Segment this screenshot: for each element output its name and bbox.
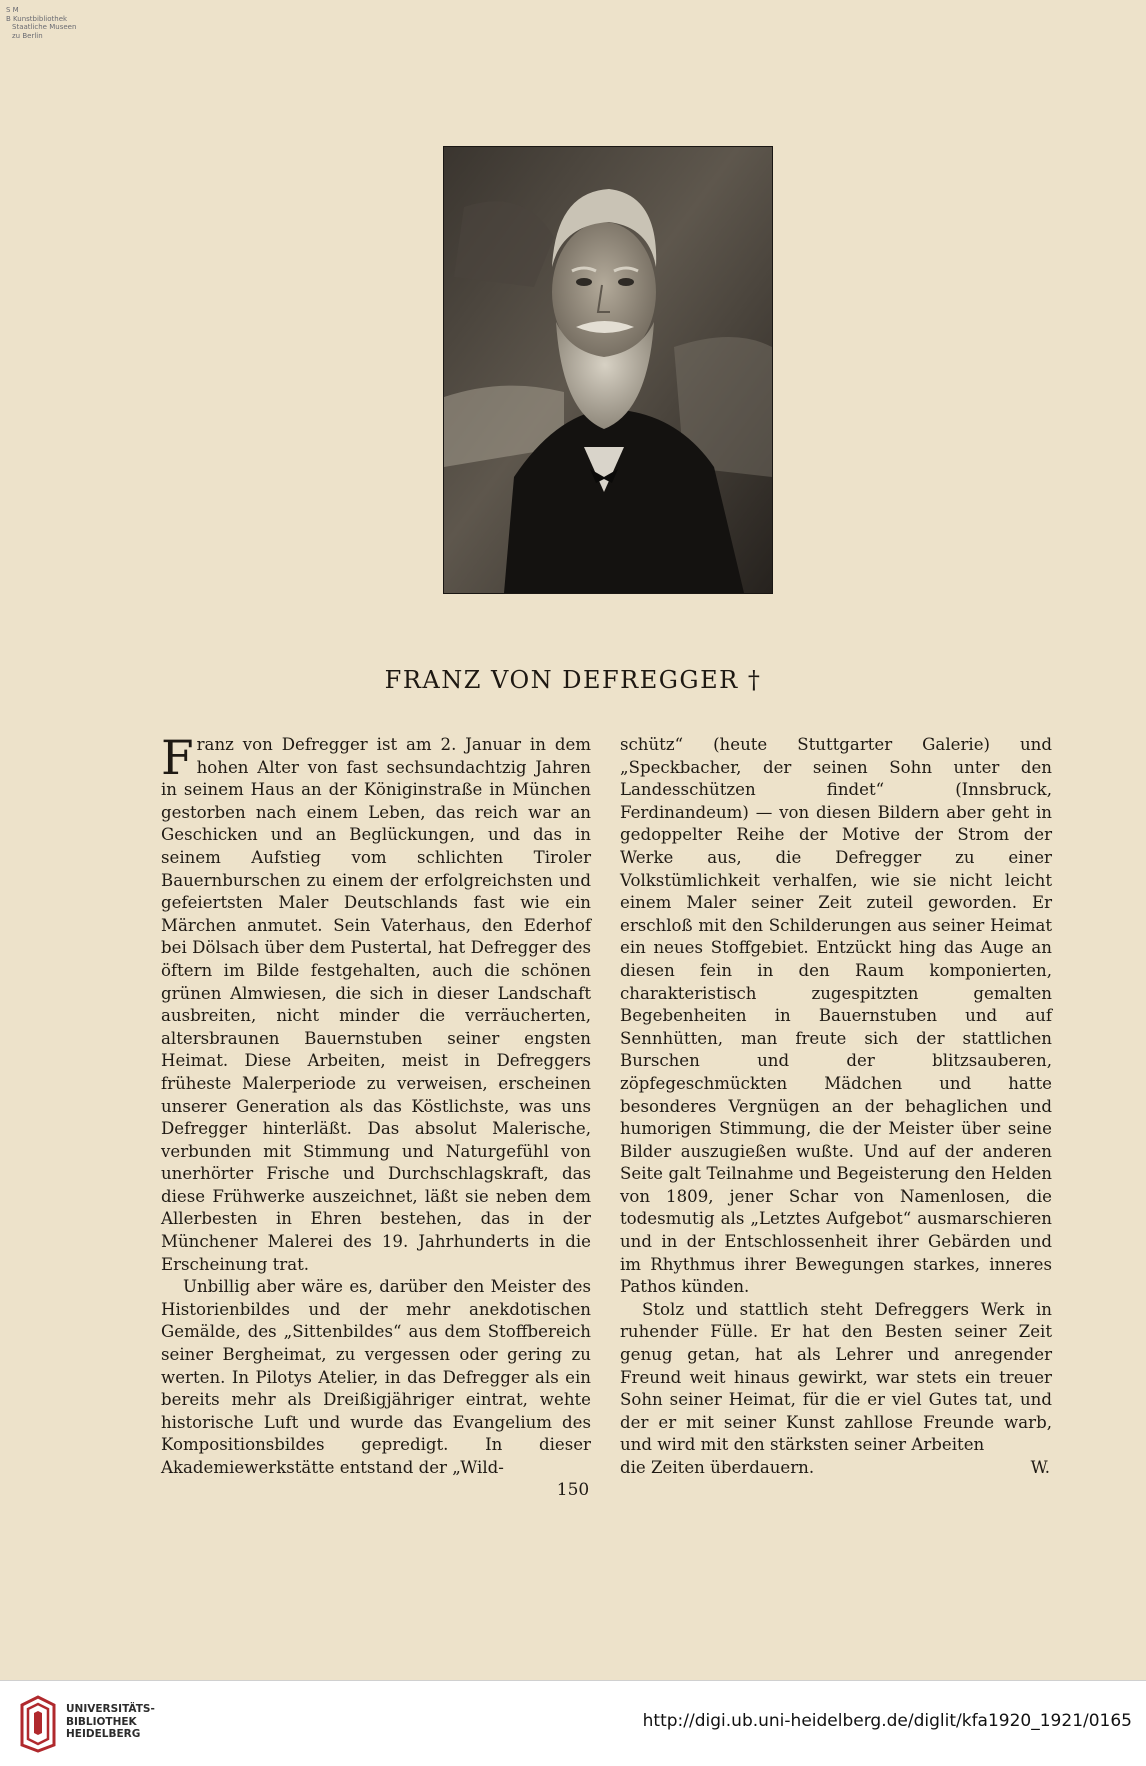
stamp-line: B Kunstbibliothek (6, 14, 68, 23)
title-text: FRANZ VON DEFREGGER (384, 666, 739, 694)
stamp-line: zu Berlin (12, 31, 43, 40)
right-column (620, 734, 1052, 1480)
digitization-footer (0, 1680, 1146, 1766)
stamp-line: S M (6, 6, 19, 14)
closing-text: die Zeiten überdauern. (620, 1458, 815, 1477)
library-name-line: BIBLIOTHEK (66, 1715, 137, 1728)
library-stamp (6, 6, 76, 40)
death-cross: † (747, 666, 762, 694)
left-column (161, 731, 591, 1480)
university-library-logo-icon[interactable] (18, 1695, 58, 1753)
library-name (66, 1703, 155, 1741)
source-url-link[interactable]: http://digi.ub.uni-heidelberg.de/diglit/kfa1920_1921/0165 (642, 1711, 1132, 1731)
paragraph: schütz“ (heute Stuttgarter Galerie) und „Speckbacher, der seinen Sohn unter den Landesschützen findet“ (Innsbruck, Ferdinandeum) — von diesen Bildern aber geht in gedoppelter Reihe der Motive der Strom der Werke aus, die Defregger zu einer Volkstümlichkeit verhalfen, wie sie nicht leicht einem Maler seiner Zeit zuteil geworden. Er erschloß mit den Schilderungen aus seiner Heimat ein neues Stoffgebiet. Entzückt hing das Auge an diesen fein in den Raum komponierten, charakteristisch zugespitzten gemalten Begebenheiten in Bauernstuben und auf Sennhütten, man freute sich der stattlichen Burschen und der blitzsauberen, zöpfegeschmückten Mädchen und hatte besonderes Vergnügen an der behaglichen und humorigen Stimmung, die der Meister über seine Bilder auszugießen wußte. Und auf der anderen Seite galt Teilnahme und Begeisterung den Helden von 1809, jener Schar von Namenlosen, die todesmutig als „Letztes Aufgebot“ ausmarschieren und in der Entschlossenheit ihrer Gebärden und im Rhythmus ihrer Bewegungen starkes, inneres Pathos künden. (620, 735, 1052, 1297)
library-name-line: HEIDELBERG (66, 1728, 141, 1740)
author-signature: W. (1030, 1458, 1050, 1477)
stamp-line: Staatliche Museen (12, 23, 77, 31)
drop-cap: F (161, 731, 194, 786)
paragraph-text: ranz von Defregger ist am 2. Januar in dem hohen Alter von fast sechsundachtzig Jahren in seinem Haus an der Königinstraße in München gestorben nach einem Leben, das reich war an Geschicken und an Beglückungen, und das in seinem Aufstieg vom schlichten Tiroler Bauernburschen zu einem der erfolgreichsten und gefeiertsten Maler Deutschlands fast wie ein Märchen anmutet. Sein Vaterhaus, den Ederhof bei Dölsach über dem Pustertal, hat Defregger des öftern im Bilde festgehalten, auch die schönen grünen Almwiesen, die sich in dieser Landschaft ausbreiten, nicht minder die verräucherten, altersbraunen Bauernstuben seiner engsten Heimat. Diese Arbeiten, meist in Defreggers früheste Malerperiode zu verweisen, erscheinen unserer Generation als das Köstlichste, was uns Defregger hinterläßt. Das absolut Malerische, verbunden mit Stimmung und Naturgefühl von unerhörter Frische und Durchschlagskraft, das diese Frühwerke auszeichnet, läßt sie neben dem Allerbesten in Ehren bestehen, das in der Münchener Malerei des 19. Jahrhunderts in die Erscheinung trat. (161, 735, 591, 1274)
library-name-line: UNIVERSITÄTS- (66, 1703, 155, 1715)
article-title (0, 666, 1146, 694)
closing-line (620, 1457, 1052, 1480)
portrait-illustration (444, 147, 772, 593)
portrait-photo (444, 147, 772, 593)
paragraph: Unbillig aber wäre es, darüber den Meister des Historienbildes und der mehr anekdotischen Gemälde, des „Sittenbildes“ aus dem Stoffbereich seiner Bergheimat, zu vergessen oder gering zu werten. In Pilotys Atelier, in das Defregger als ein bereits mehr als Dreißigjähriger eintrat, wehte historische Luft und wurde das Evangelium des Kompositionsbildes gepredigt. In dieser Akademiewerkstätte entstand der „Wild- (161, 1277, 591, 1477)
page-number: 150 (556, 1480, 590, 1500)
paragraph (161, 731, 591, 1276)
paragraph: Stolz und stattlich steht Defreggers Werk in ruhender Fülle. Er hat den Besten seiner Zeit genug getan, hat als Lehrer und anregender Freund weit hinaus gewirkt, war stets ein treuer Sohn seiner Heimat, für die er viel Gutes tat, und der er mit seiner Kunst zahllose Freunde warb, und wird mit den stärksten seiner Arbeiten (620, 1299, 1052, 1455)
